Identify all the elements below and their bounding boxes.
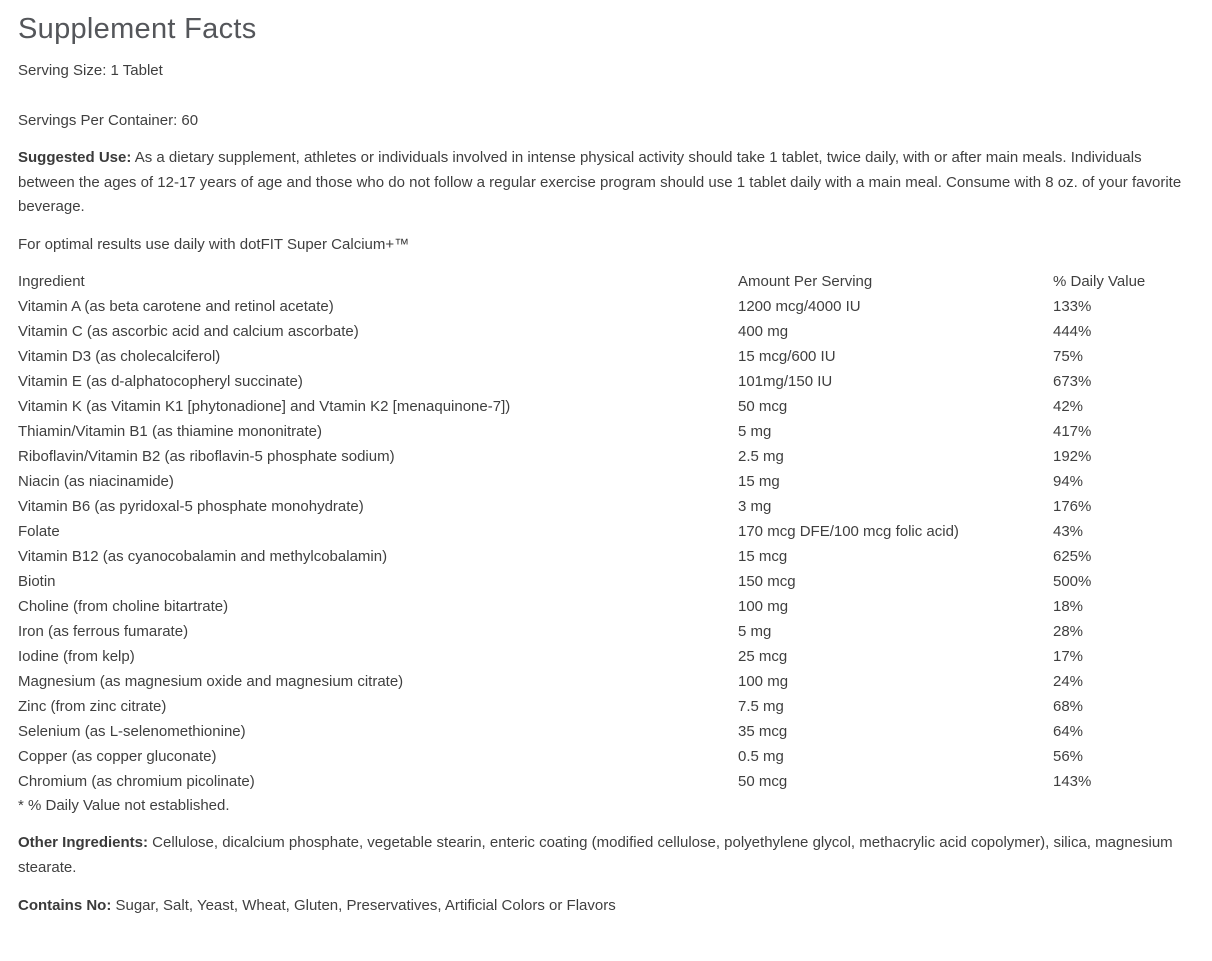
table-row [18, 519, 1186, 544]
col-header-daily-value: % Daily Value [1053, 272, 1146, 290]
table-row [18, 544, 1186, 569]
ingredient-amount: 15 mcg [738, 547, 788, 565]
optimal-results-note: For optimal results use daily with dotFIT Super Calcium+™ [18, 235, 410, 253]
ingredient-daily-value: 444% [1053, 322, 1092, 340]
ingredient-name: Vitamin E (as d-alphatocopheryl succinate) [18, 372, 303, 390]
ingredient-amount: 3 mg [738, 497, 772, 515]
daily-value-footnote: * % Daily Value not established. [18, 796, 230, 814]
ingredient-daily-value: 133% [1053, 297, 1092, 315]
ingredient-daily-value: 64% [1053, 722, 1084, 740]
ingredient-name: Niacin (as niacinamide) [18, 472, 174, 490]
table-row [18, 319, 1186, 344]
ingredient-amount: 15 mcg/600 IU [738, 347, 836, 365]
suggested-use-paragraph [18, 146, 1186, 220]
ingredient-daily-value: 24% [1053, 672, 1084, 690]
ingredient-daily-value: 500% [1053, 572, 1092, 590]
ingredient-daily-value: 192% [1053, 447, 1092, 465]
ingredient-daily-value: 75% [1053, 347, 1084, 365]
table-row [18, 769, 1186, 794]
ingredient-amount: 25 mcg [738, 647, 788, 665]
ingredient-amount: 2.5 mg [738, 447, 784, 465]
ingredient-name: Thiamin/Vitamin B1 (as thiamine mononitrate) [18, 422, 323, 440]
ingredient-name: Vitamin C (as ascorbic acid and calcium ascorbate) [18, 322, 359, 340]
other-ingredients-paragraph [18, 830, 1186, 881]
ingredient-daily-value: 673% [1053, 372, 1092, 390]
table-row [18, 469, 1186, 494]
table-row [18, 294, 1186, 319]
ingredient-daily-value: 42% [1053, 397, 1084, 415]
ingredient-amount: 100 mg [738, 672, 789, 690]
ingredient-amount: 0.5 mg [738, 747, 784, 765]
ingredient-name: Vitamin K (as Vitamin K1 [phytonadione] and Vtamin K2 [menaquinone-7]) [18, 397, 511, 415]
ingredient-amount: 5 mg [738, 622, 772, 640]
ingredient-name: Vitamin D3 (as cholecalciferol) [18, 347, 221, 365]
table-row [18, 719, 1186, 744]
ingredient-amount: 150 mcg [738, 572, 796, 590]
table-header-row [18, 269, 1186, 294]
ingredient-amount: 50 mcg [738, 772, 788, 790]
table-row [18, 594, 1186, 619]
ingredient-daily-value: 94% [1053, 472, 1084, 490]
ingredient-amount: 50 mcg [738, 397, 788, 415]
contains-no-paragraph [18, 896, 1186, 916]
table-row [18, 669, 1186, 694]
ingredient-name: Iodine (from kelp) [18, 647, 135, 665]
ingredient-daily-value: 28% [1053, 622, 1084, 640]
supplement-facts-panel [0, 12, 1212, 961]
ingredient-amount: 400 mg [738, 322, 789, 340]
contains-no-label: Contains No: [18, 896, 112, 914]
ingredient-amount: 1200 mcg/4000 IU [738, 297, 861, 315]
suggested-use-text: As a dietary supplement, athletes or individuals involved in intense physical activity should take 1 tablet, twice daily, with or after main meals. Individuals between the ages of 12-17 years of age and those who do not follow a regular exercise program should use 1 tablet daily with a main meal. Consume with 8 oz. of your favorite beverage. [18, 149, 1182, 215]
ingredient-amount: 100 mg [738, 597, 789, 615]
ingredient-amount: 15 mg [738, 472, 780, 490]
ingredient-name: Folate [18, 522, 60, 540]
ingredient-daily-value: 68% [1053, 697, 1084, 715]
ingredient-name: Vitamin B12 (as cyanocobalamin and methylcobalamin) [18, 547, 388, 565]
ingredient-amount: 7.5 mg [738, 697, 784, 715]
ingredient-amount: 5 mg [738, 422, 772, 440]
table-row [18, 369, 1186, 394]
ingredient-daily-value: 417% [1053, 422, 1092, 440]
ingredient-name: Vitamin B6 (as pyridoxal-5 phosphate monohydrate) [18, 497, 364, 515]
ingredient-daily-value: 176% [1053, 497, 1092, 515]
ingredient-daily-value: 143% [1053, 772, 1092, 790]
table-row [18, 344, 1186, 369]
table-row [18, 569, 1186, 594]
col-header-amount: Amount Per Serving [738, 272, 873, 290]
table-row [18, 444, 1186, 469]
table-row [18, 619, 1186, 644]
other-ingredients-text: Cellulose, dicalcium phosphate, vegetable stearin, enteric coating (modified cellulose, polyethylene glycol, methacrylic acid copolymer), silica, magnesium stearate. [18, 833, 1173, 876]
table-row [18, 419, 1186, 444]
ingredient-name: Iron (as ferrous fumarate) [18, 622, 189, 640]
table-row [18, 694, 1186, 719]
ingredient-amount: 170 mcg DFE/100 mcg folic acid) [738, 522, 959, 540]
contains-no-text: Sugar, Salt, Yeast, Wheat, Gluten, Preservatives, Artificial Colors or Flavors [111, 896, 616, 914]
table-row [18, 644, 1186, 669]
ingredient-daily-value: 43% [1053, 522, 1084, 540]
ingredients-table [18, 269, 1186, 816]
serving-size: Serving Size: 1 Tablet [18, 62, 163, 79]
ingredient-name: Riboflavin/Vitamin B2 (as riboflavin-5 phosphate sodium) [18, 447, 395, 465]
other-ingredients-label: Other Ingredients: [18, 833, 149, 851]
ingredient-name: Copper (as copper gluconate) [18, 747, 217, 765]
servings-per-container: Servings Per Container: 60 [18, 112, 199, 129]
ingredient-name: Zinc (from zinc citrate) [18, 697, 167, 715]
ingredient-daily-value: 18% [1053, 597, 1084, 615]
col-header-ingredient: Ingredient [18, 272, 85, 290]
table-row [18, 744, 1186, 769]
table-row [18, 494, 1186, 519]
ingredient-name: Chromium (as chromium picolinate) [18, 772, 255, 790]
ingredient-name: Selenium (as L-selenomethionine) [18, 722, 246, 740]
table-row [18, 394, 1186, 419]
ingredient-name: Vitamin A (as beta carotene and retinol acetate) [18, 297, 334, 315]
ingredient-daily-value: 625% [1053, 547, 1092, 565]
ingredient-daily-value: 56% [1053, 747, 1084, 765]
ingredient-name: Choline (from choline bitartrate) [18, 597, 229, 615]
ingredient-name: Biotin [18, 572, 56, 590]
ingredient-amount: 35 mcg [738, 722, 788, 740]
ingredient-daily-value: 17% [1053, 647, 1084, 665]
page-title: Supplement Facts [18, 13, 257, 45]
ingredient-amount: 101mg/150 IU [738, 372, 833, 390]
suggested-use-label: Suggested Use: [18, 149, 132, 166]
ingredient-name: Magnesium (as magnesium oxide and magnesium citrate) [18, 672, 404, 690]
